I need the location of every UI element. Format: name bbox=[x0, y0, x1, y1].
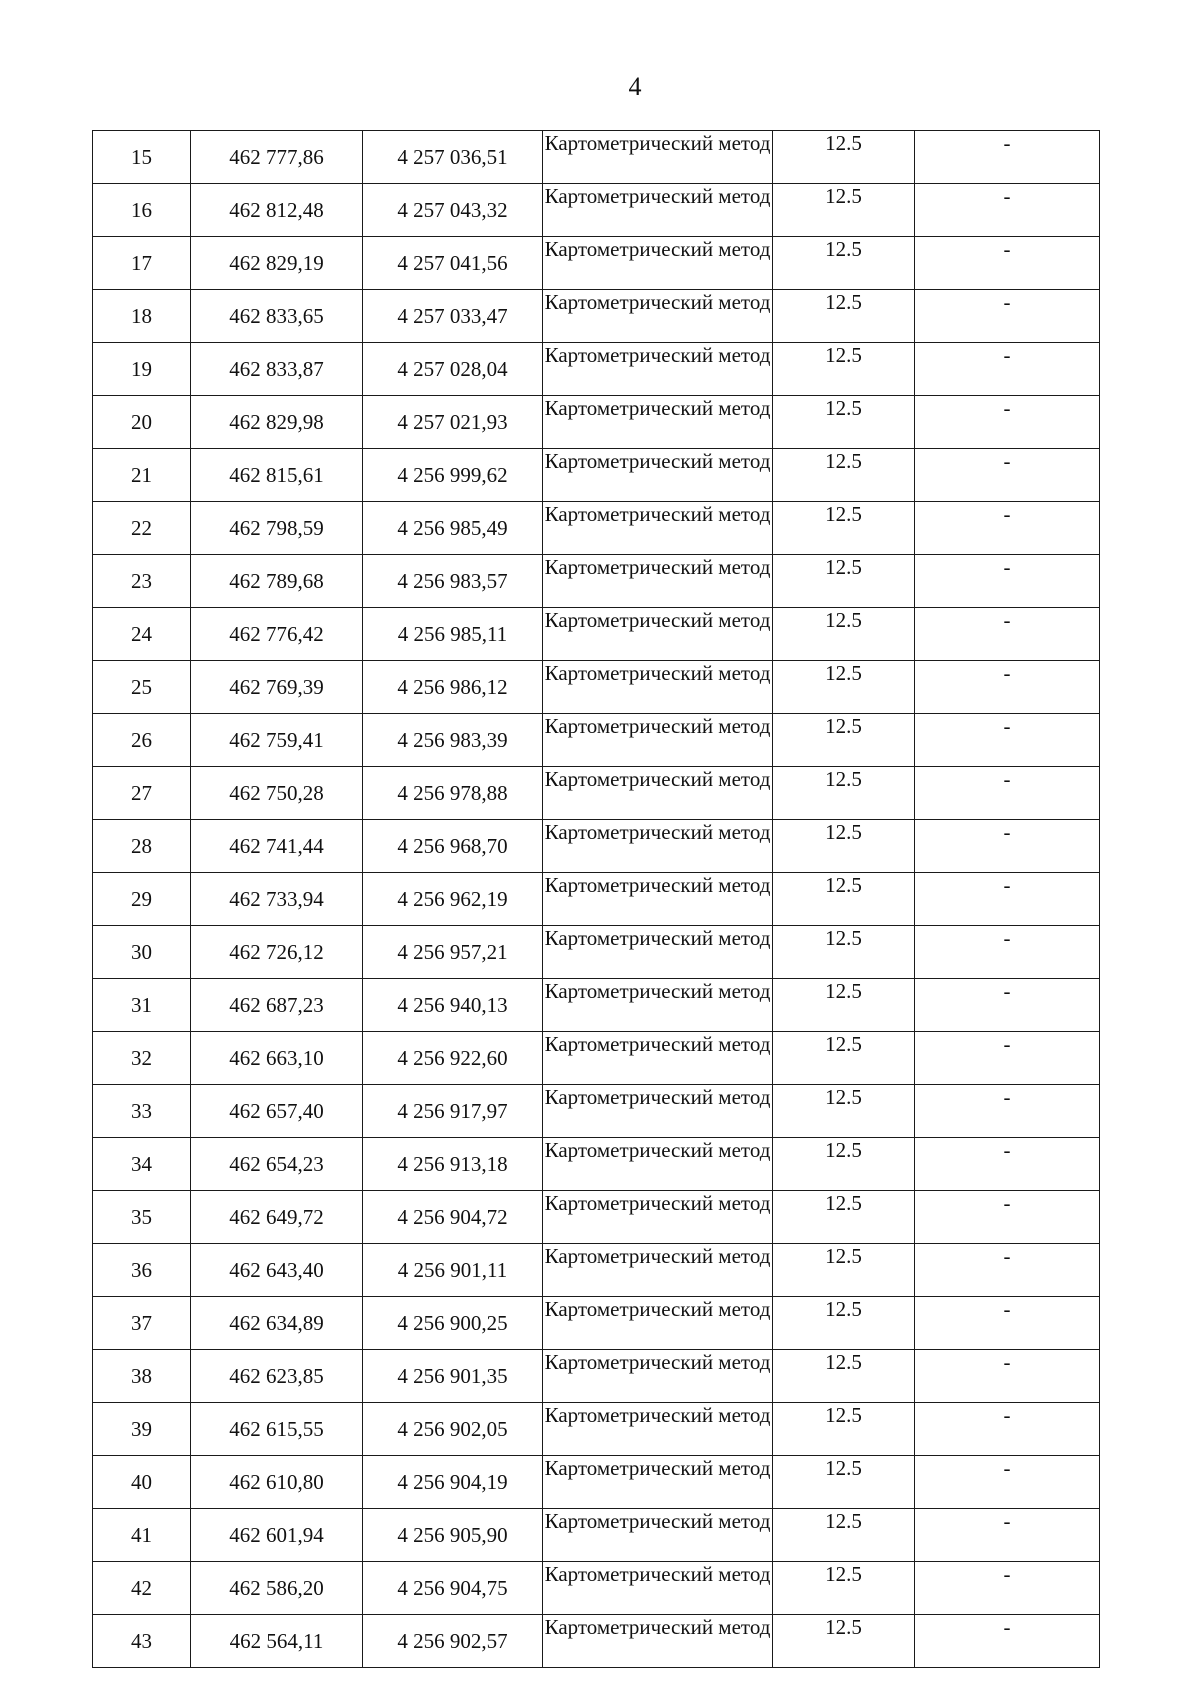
point-number-cell: 31 bbox=[93, 979, 191, 1032]
point-number-cell: 23 bbox=[93, 555, 191, 608]
coordinate-y-cell: 4 256 904,75 bbox=[363, 1562, 543, 1615]
coordinate-x-cell: 462 829,19 bbox=[191, 237, 363, 290]
method-cell: Картометрический метод bbox=[543, 237, 773, 290]
coordinate-y-cell: 4 256 968,70 bbox=[363, 820, 543, 873]
description-cell: - bbox=[915, 767, 1100, 820]
table-row bbox=[93, 343, 1100, 396]
description-cell: - bbox=[915, 1509, 1100, 1562]
description-cell: - bbox=[915, 396, 1100, 449]
coordinate-y-cell: 4 256 901,11 bbox=[363, 1244, 543, 1297]
coordinate-x-cell: 462 733,94 bbox=[191, 873, 363, 926]
method-cell: Картометрический метод bbox=[543, 1509, 773, 1562]
table-row bbox=[93, 1456, 1100, 1509]
description-cell: - bbox=[915, 1297, 1100, 1350]
coordinate-x-cell: 462 833,65 bbox=[191, 290, 363, 343]
description-cell: - bbox=[915, 661, 1100, 714]
description-cell: - bbox=[915, 1403, 1100, 1456]
description-cell: - bbox=[915, 184, 1100, 237]
table-row bbox=[93, 608, 1100, 661]
point-number-cell: 34 bbox=[93, 1138, 191, 1191]
coordinate-y-cell: 4 256 985,11 bbox=[363, 608, 543, 661]
coordinate-y-cell: 4 256 983,57 bbox=[363, 555, 543, 608]
table-row bbox=[93, 1615, 1100, 1668]
method-cell: Картометрический метод bbox=[543, 714, 773, 767]
method-cell: Картометрический метод bbox=[543, 1403, 773, 1456]
table-row bbox=[93, 184, 1100, 237]
point-number-cell: 37 bbox=[93, 1297, 191, 1350]
coordinate-x-cell: 462 601,94 bbox=[191, 1509, 363, 1562]
coordinate-y-cell: 4 256 957,21 bbox=[363, 926, 543, 979]
description-cell: - bbox=[915, 131, 1100, 184]
method-cell: Картометрический метод bbox=[543, 1085, 773, 1138]
point-number-cell: 38 bbox=[93, 1350, 191, 1403]
accuracy-cell: 12.5 bbox=[773, 237, 915, 290]
accuracy-cell: 12.5 bbox=[773, 1244, 915, 1297]
method-cell: Картометрический метод bbox=[543, 184, 773, 237]
method-cell: Картометрический метод bbox=[543, 926, 773, 979]
description-cell: - bbox=[915, 555, 1100, 608]
description-cell: - bbox=[915, 1191, 1100, 1244]
table-row bbox=[93, 1350, 1100, 1403]
description-cell: - bbox=[915, 1456, 1100, 1509]
method-cell: Картометрический метод bbox=[543, 1562, 773, 1615]
accuracy-cell: 12.5 bbox=[773, 873, 915, 926]
method-cell: Картометрический метод bbox=[543, 343, 773, 396]
method-cell: Картометрический метод bbox=[543, 502, 773, 555]
method-cell: Картометрический метод bbox=[543, 1191, 773, 1244]
description-cell: - bbox=[915, 237, 1100, 290]
table-row bbox=[93, 1244, 1100, 1297]
coordinate-x-cell: 462 777,86 bbox=[191, 131, 363, 184]
point-number-cell: 41 bbox=[93, 1509, 191, 1562]
coordinate-y-cell: 4 257 033,47 bbox=[363, 290, 543, 343]
method-cell: Картометрический метод bbox=[543, 131, 773, 184]
description-cell: - bbox=[915, 449, 1100, 502]
method-cell: Картометрический метод bbox=[543, 873, 773, 926]
accuracy-cell: 12.5 bbox=[773, 1403, 915, 1456]
table-row bbox=[93, 449, 1100, 502]
coordinate-x-cell: 462 643,40 bbox=[191, 1244, 363, 1297]
point-number-cell: 35 bbox=[93, 1191, 191, 1244]
accuracy-cell: 12.5 bbox=[773, 820, 915, 873]
coordinates-table bbox=[92, 130, 1100, 1668]
table-row bbox=[93, 1085, 1100, 1138]
method-cell: Картометрический метод bbox=[543, 979, 773, 1032]
coordinate-x-cell: 462 657,40 bbox=[191, 1085, 363, 1138]
coordinate-y-cell: 4 256 978,88 bbox=[363, 767, 543, 820]
point-number-cell: 16 bbox=[93, 184, 191, 237]
point-number-cell: 19 bbox=[93, 343, 191, 396]
method-cell: Картометрический метод bbox=[543, 1138, 773, 1191]
accuracy-cell: 12.5 bbox=[773, 290, 915, 343]
coordinate-y-cell: 4 256 940,13 bbox=[363, 979, 543, 1032]
point-number-cell: 42 bbox=[93, 1562, 191, 1615]
point-number-cell: 36 bbox=[93, 1244, 191, 1297]
point-number-cell: 33 bbox=[93, 1085, 191, 1138]
description-cell: - bbox=[915, 1032, 1100, 1085]
coordinate-x-cell: 462 798,59 bbox=[191, 502, 363, 555]
coordinate-x-cell: 462 663,10 bbox=[191, 1032, 363, 1085]
accuracy-cell: 12.5 bbox=[773, 1032, 915, 1085]
point-number-cell: 32 bbox=[93, 1032, 191, 1085]
point-number-cell: 21 bbox=[93, 449, 191, 502]
accuracy-cell: 12.5 bbox=[773, 661, 915, 714]
accuracy-cell: 12.5 bbox=[773, 1138, 915, 1191]
point-number-cell: 22 bbox=[93, 502, 191, 555]
coordinate-y-cell: 4 256 917,97 bbox=[363, 1085, 543, 1138]
method-cell: Картометрический метод bbox=[543, 1615, 773, 1668]
table-row bbox=[93, 714, 1100, 767]
method-cell: Картометрический метод bbox=[543, 1032, 773, 1085]
coordinate-y-cell: 4 256 900,25 bbox=[363, 1297, 543, 1350]
coordinate-y-cell: 4 256 905,90 bbox=[363, 1509, 543, 1562]
coordinate-x-cell: 462 726,12 bbox=[191, 926, 363, 979]
point-number-cell: 28 bbox=[93, 820, 191, 873]
description-cell: - bbox=[915, 1615, 1100, 1668]
coordinate-x-cell: 462 687,23 bbox=[191, 979, 363, 1032]
coordinate-y-cell: 4 257 043,32 bbox=[363, 184, 543, 237]
table-row bbox=[93, 1032, 1100, 1085]
accuracy-cell: 12.5 bbox=[773, 343, 915, 396]
description-cell: - bbox=[915, 290, 1100, 343]
description-cell: - bbox=[915, 1350, 1100, 1403]
accuracy-cell: 12.5 bbox=[773, 1456, 915, 1509]
coordinate-y-cell: 4 256 913,18 bbox=[363, 1138, 543, 1191]
description-cell: - bbox=[915, 1138, 1100, 1191]
description-cell: - bbox=[915, 502, 1100, 555]
description-cell: - bbox=[915, 608, 1100, 661]
point-number-cell: 43 bbox=[93, 1615, 191, 1668]
method-cell: Картометрический метод bbox=[543, 661, 773, 714]
accuracy-cell: 12.5 bbox=[773, 1509, 915, 1562]
method-cell: Картометрический метод bbox=[543, 767, 773, 820]
coordinate-y-cell: 4 256 983,39 bbox=[363, 714, 543, 767]
coordinate-x-cell: 462 750,28 bbox=[191, 767, 363, 820]
coordinate-x-cell: 462 623,85 bbox=[191, 1350, 363, 1403]
coordinate-y-cell: 4 256 999,62 bbox=[363, 449, 543, 502]
method-cell: Картометрический метод bbox=[543, 290, 773, 343]
method-cell: Картометрический метод bbox=[543, 820, 773, 873]
coordinate-x-cell: 462 564,11 bbox=[191, 1615, 363, 1668]
coordinate-y-cell: 4 257 021,93 bbox=[363, 396, 543, 449]
coordinate-y-cell: 4 257 028,04 bbox=[363, 343, 543, 396]
accuracy-cell: 12.5 bbox=[773, 502, 915, 555]
method-cell: Картометрический метод bbox=[543, 555, 773, 608]
accuracy-cell: 12.5 bbox=[773, 555, 915, 608]
table-row bbox=[93, 131, 1100, 184]
coordinate-x-cell: 462 769,39 bbox=[191, 661, 363, 714]
method-cell: Картометрический метод bbox=[543, 449, 773, 502]
table-row bbox=[93, 1191, 1100, 1244]
point-number-cell: 18 bbox=[93, 290, 191, 343]
accuracy-cell: 12.5 bbox=[773, 714, 915, 767]
coordinate-x-cell: 462 833,87 bbox=[191, 343, 363, 396]
table-row bbox=[93, 237, 1100, 290]
accuracy-cell: 12.5 bbox=[773, 1615, 915, 1668]
table-body bbox=[93, 131, 1100, 1668]
table-row bbox=[93, 396, 1100, 449]
table-row bbox=[93, 290, 1100, 343]
table-row bbox=[93, 661, 1100, 714]
table-row bbox=[93, 555, 1100, 608]
accuracy-cell: 12.5 bbox=[773, 396, 915, 449]
accuracy-cell: 12.5 bbox=[773, 1562, 915, 1615]
method-cell: Картометрический метод bbox=[543, 1456, 773, 1509]
coordinate-y-cell: 4 256 901,35 bbox=[363, 1350, 543, 1403]
method-cell: Картометрический метод bbox=[543, 1244, 773, 1297]
accuracy-cell: 12.5 bbox=[773, 131, 915, 184]
description-cell: - bbox=[915, 873, 1100, 926]
point-number-cell: 40 bbox=[93, 1456, 191, 1509]
point-number-cell: 15 bbox=[93, 131, 191, 184]
accuracy-cell: 12.5 bbox=[773, 184, 915, 237]
accuracy-cell: 12.5 bbox=[773, 1085, 915, 1138]
description-cell: - bbox=[915, 1085, 1100, 1138]
table-row bbox=[93, 979, 1100, 1032]
table-row bbox=[93, 1138, 1100, 1191]
coordinate-x-cell: 462 586,20 bbox=[191, 1562, 363, 1615]
coordinate-x-cell: 462 776,42 bbox=[191, 608, 363, 661]
coordinate-x-cell: 462 649,72 bbox=[191, 1191, 363, 1244]
table-row bbox=[93, 1509, 1100, 1562]
coordinate-x-cell: 462 815,61 bbox=[191, 449, 363, 502]
coordinate-y-cell: 4 256 962,19 bbox=[363, 873, 543, 926]
description-cell: - bbox=[915, 926, 1100, 979]
table-row bbox=[93, 873, 1100, 926]
coordinate-x-cell: 462 829,98 bbox=[191, 396, 363, 449]
table-row bbox=[93, 767, 1100, 820]
accuracy-cell: 12.5 bbox=[773, 608, 915, 661]
coordinate-x-cell: 462 759,41 bbox=[191, 714, 363, 767]
accuracy-cell: 12.5 bbox=[773, 1191, 915, 1244]
coordinate-y-cell: 4 256 902,57 bbox=[363, 1615, 543, 1668]
coordinate-y-cell: 4 256 904,19 bbox=[363, 1456, 543, 1509]
point-number-cell: 17 bbox=[93, 237, 191, 290]
table-row bbox=[93, 1562, 1100, 1615]
method-cell: Картометрический метод bbox=[543, 1297, 773, 1350]
coordinate-y-cell: 4 257 036,51 bbox=[363, 131, 543, 184]
table-row bbox=[93, 1297, 1100, 1350]
accuracy-cell: 12.5 bbox=[773, 1350, 915, 1403]
coordinate-y-cell: 4 256 986,12 bbox=[363, 661, 543, 714]
description-cell: - bbox=[915, 714, 1100, 767]
coordinate-y-cell: 4 257 041,56 bbox=[363, 237, 543, 290]
description-cell: - bbox=[915, 979, 1100, 1032]
coordinate-x-cell: 462 812,48 bbox=[191, 184, 363, 237]
description-cell: - bbox=[915, 1244, 1100, 1297]
coordinate-x-cell: 462 610,80 bbox=[191, 1456, 363, 1509]
description-cell: - bbox=[915, 1562, 1100, 1615]
method-cell: Картометрический метод bbox=[543, 396, 773, 449]
point-number-cell: 27 bbox=[93, 767, 191, 820]
accuracy-cell: 12.5 bbox=[773, 449, 915, 502]
accuracy-cell: 12.5 bbox=[773, 767, 915, 820]
coordinate-x-cell: 462 741,44 bbox=[191, 820, 363, 873]
coordinate-y-cell: 4 256 985,49 bbox=[363, 502, 543, 555]
method-cell: Картометрический метод bbox=[543, 1350, 773, 1403]
accuracy-cell: 12.5 bbox=[773, 1297, 915, 1350]
coordinate-x-cell: 462 789,68 bbox=[191, 555, 363, 608]
point-number-cell: 39 bbox=[93, 1403, 191, 1456]
method-cell: Картометрический метод bbox=[543, 608, 773, 661]
point-number-cell: 25 bbox=[93, 661, 191, 714]
point-number-cell: 26 bbox=[93, 714, 191, 767]
accuracy-cell: 12.5 bbox=[773, 979, 915, 1032]
table-row bbox=[93, 1403, 1100, 1456]
coordinate-y-cell: 4 256 902,05 bbox=[363, 1403, 543, 1456]
description-cell: - bbox=[915, 820, 1100, 873]
coordinate-x-cell: 462 654,23 bbox=[191, 1138, 363, 1191]
point-number-cell: 29 bbox=[93, 873, 191, 926]
coordinate-x-cell: 462 615,55 bbox=[191, 1403, 363, 1456]
description-cell: - bbox=[915, 343, 1100, 396]
point-number-cell: 24 bbox=[93, 608, 191, 661]
coordinate-x-cell: 462 634,89 bbox=[191, 1297, 363, 1350]
point-number-cell: 30 bbox=[93, 926, 191, 979]
accuracy-cell: 12.5 bbox=[773, 926, 915, 979]
coordinate-y-cell: 4 256 904,72 bbox=[363, 1191, 543, 1244]
coordinate-y-cell: 4 256 922,60 bbox=[363, 1032, 543, 1085]
table-row bbox=[93, 820, 1100, 873]
table-row bbox=[93, 926, 1100, 979]
point-number-cell: 20 bbox=[93, 396, 191, 449]
page-number: 4 bbox=[628, 72, 642, 101]
table-row bbox=[93, 502, 1100, 555]
